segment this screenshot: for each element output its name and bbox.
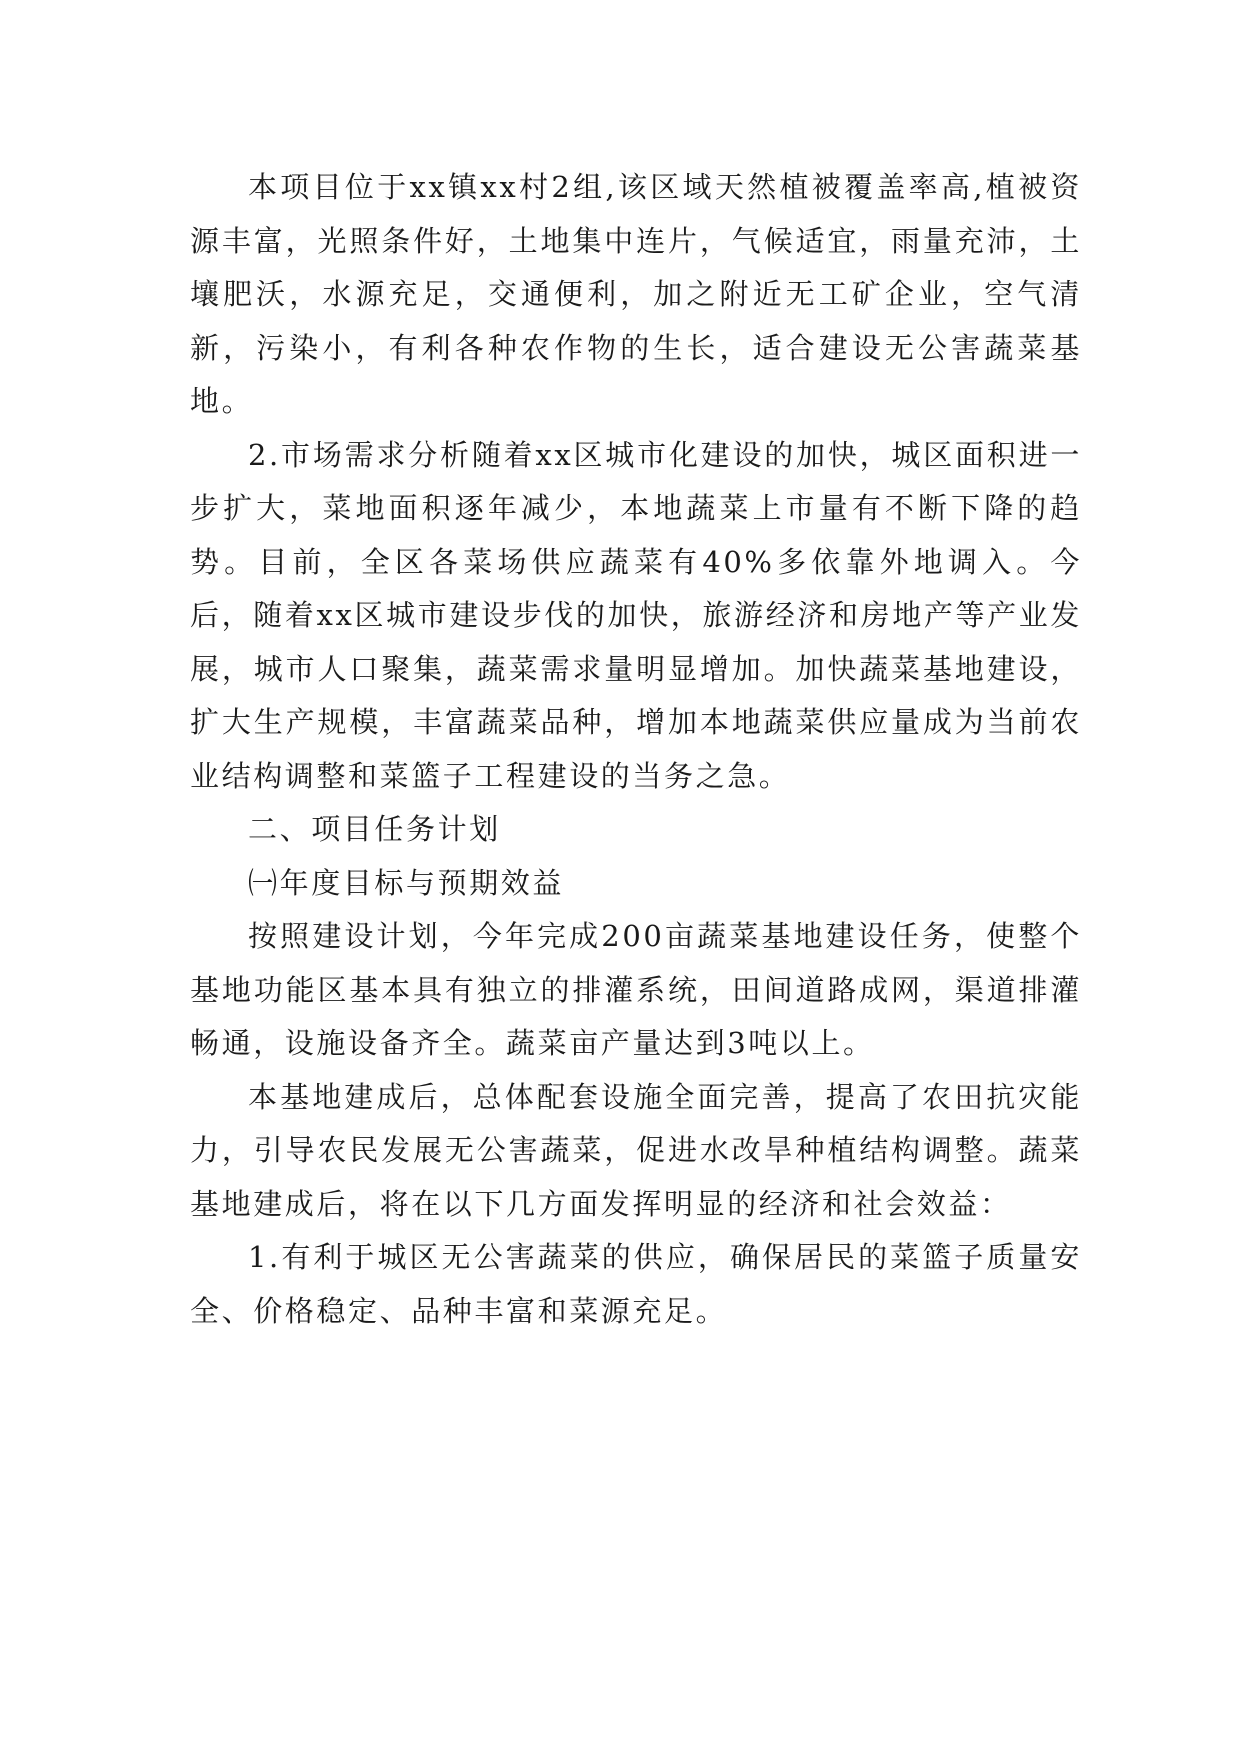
paragraph-construction-plan: 按照建设计划，今年完成200亩蔬菜基地建设任务，使整个基地功能区基本具有独立的排灌系统，田间道路成网，渠道排灌畅通，设施设备齐全。蔬菜亩产量达到3吨以上。 <box>190 919 1082 1060</box>
paragraph-project-location: 本项目位于xx镇xx村2组,该区域天然植被覆盖率高,植被资源丰富，光照条件好，土地集中连片，气候适宜，雨量充沛，土壤肥沃，水源充足，交通便利，加之附近无工矿企业，空气清新，污染小，有利各种农作物的生长，适合建设无公害蔬菜基地。 <box>190 170 1082 418</box>
paragraph-market-demand: 2.市场需求分析随着xx区城市化建设的加快，城区面积进一步扩大，菜地面积逐年减少，本地蔬菜上市量有不断下降的趋势。目前，全区各菜场供应蔬菜有40%多依靠外地调入。今后，随着xx区城市建设步伐的加快，旅游经济和房地产等产业发展，城市人口聚集，蔬菜需求量明显增加。加快蔬菜基地建设，扩大生产规模，丰富蔬菜品种，增加本地蔬菜供应量成为当前农业结构调整和菜篮子工程建设的当务之急。 <box>190 437 1082 793</box>
subsection-heading-annual-goals: ㈠年度目标与预期效益 <box>248 865 565 900</box>
paragraph-expected-benefits: 本基地建成后，总体配套设施全面完善，提高了农田抗灾能力，引导农民发展无公害蔬菜，促进水改旱种植结构调整。蔬菜基地建成后，将在以下几方面发挥明显的经济和社会效益： <box>190 1079 1082 1221</box>
document-body <box>190 161 1082 1338</box>
section-heading-task-plan: 二、项目任务计划 <box>248 812 501 846</box>
paragraph-benefit-1: 1.有利于城区无公害蔬菜的供应，确保居民的菜篮子质量安全、价格稳定、品种丰富和菜源充足。 <box>190 1240 1082 1328</box>
